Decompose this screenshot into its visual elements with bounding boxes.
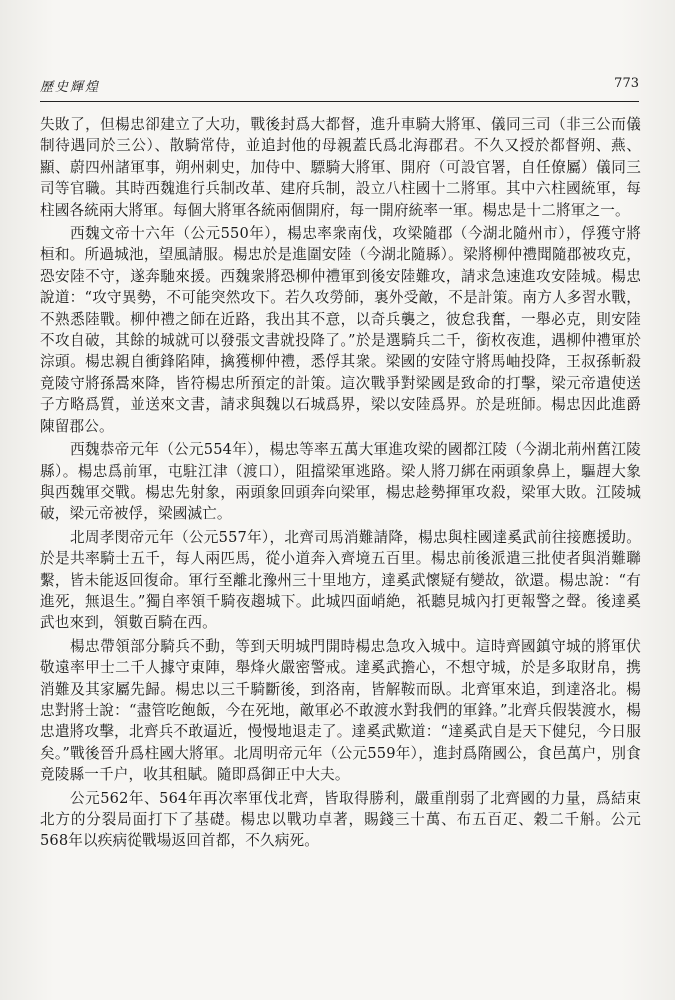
body-text bbox=[40, 114, 641, 854]
paragraph-4: 北周孝閔帝元年（公元557年），北齊司馬消難請降，楊忠與柱國達奚武前往接應援助。於是共率騎士五千，每人兩匹馬，從小道奔入齊境五百里。楊忠前後派遣三批使者與消難聯繫，皆未能返回復命。軍行至離北豫州三十里地方，達奚武懷疑有變故，欲還。楊忠說：“有進死，無退生。”獨自率領千騎夜趨城下。此城四面峭絶，祇聽見城內打更報警之聲。後達奚武也來到，領數百騎在西。 bbox=[40, 528, 641, 632]
paragraph-1: 失敗了，但楊忠卻建立了大功，戰後封爲大都督，進升車騎大將軍、儀同三司（非三公而儀制待遇同於三公）、散騎常侍，並追封他的母親蓋氏爲北海郡君。不久又授於都督朔、燕、顯、蔚四州諸軍事，朔州刺史，加侍中、驃騎大將軍、開府（可設官署，自任僚屬）儀同三司等官職。其時西魏進行兵制改革、建府兵制，設立八柱國十二將軍。其中六柱國統軍，每柱國各統兩大將軍。每個大將軍各統兩個開府，每一開府統率一軍。楊忠是十二將軍之一。 bbox=[40, 116, 641, 219]
running-header bbox=[40, 76, 639, 100]
paragraph-3: 西魏恭帝元年（公元554年），楊忠等率五萬大軍進攻梁的國都江陵（今湖北荊州舊江陵縣）。楊忠爲前軍，屯駐江津（渡口），阻擋梁軍逃路。梁人將刀綁在兩頭象鼻上，驅趕大象與西魏軍交戰。楊忠先射象，兩頭象回頭奔向梁軍，楊忠趁勢揮軍攻殺，梁軍大敗。江陵城破，梁元帝被俘，梁國滅亡。 bbox=[40, 441, 641, 523]
paragraph-6: 公元562年、564年再次率軍伐北齊，皆取得勝利，嚴重削弱了北齊國的力量，爲結束北方的分裂局面打下了基礎。楊忠以戰功卓著，賜錢三十萬、布五百疋、穀二千斛。公元568年以疾病從戰場返回首都，不久病死。 bbox=[40, 789, 641, 850]
book-title: 歷史輝煌 bbox=[40, 80, 101, 95]
header-rule bbox=[40, 101, 639, 102]
paragraph-2: 西魏文帝十六年（公元550年），楊忠率衆南伐，攻梁隨郡（今湖北隨州市），俘獲守將桓和。所過城池，望風請服。楊忠於是進圍安陸（今湖北隨縣）。梁將柳仲禮聞隨郡被攻克，恐安陸不守，遂奔馳來援。西魏衆將恐柳仲禮軍到後安陸難攻，請求急速進攻安陸城。楊忠說道：“攻守異勢，不可能突然攻下。若久攻勞師，裏外受敵，不是計策。南方人多習水戰，不熟悉陸戰。柳仲禮之師在近路，我出其不意，以奇兵襲之，彼怠我奮，一舉必克，則安陸不攻自破，其餘的城就可以發張文書就投降了。”於是選騎兵二千，銜枚夜進，遇柳仲禮軍於淙頭。楊忠親自衝鋒陷陣，擒獲柳仲禮，悉俘其衆。梁國的安陸守將馬岫投降，王叔孫斬殺竟陵守將孫暠來降，皆符楊忠所預定的計策。這次戰爭對梁國是致命的打擊，梁元帝遣使送子方略爲質，並送來文書，請求與魏以石城爲界，梁以安陸爲界。於是班師。楊忠因此進爵陳留郡公。 bbox=[40, 225, 641, 435]
page-number: 773 bbox=[614, 76, 639, 91]
paragraph-5: 楊忠帶領部分騎兵不動，等到天明城門開時楊忠急攻入城中。這時齊國鎮守城的將軍伏敬遠率甲士二千人據守東陣，舉烽火嚴密警戒。達奚武擔心，不想守城，於是多取財帛，携消難及其家屬先歸。楊忠以三千騎斷後，到洛南，皆解鞍而臥。北齊軍來追，到達洛北。楊忠對將士說：“盡管吃飽飯，今在死地，敵軍必不敢渡水對我們的軍鋒。”北齊兵假裝渡水，楊忠遣將攻擊，北齊兵不敢逼近，慢慢地退走了。達奚武歎道：“達奚武自是天下健兒，今日服矣。”戰後晉升爲柱國大將軍。北周明帝元年（公元559年），進封爲隋國公，食邑萬户，別食竟陵縣一千户，收其租賦。隨即爲御正中大夫。 bbox=[40, 637, 641, 784]
